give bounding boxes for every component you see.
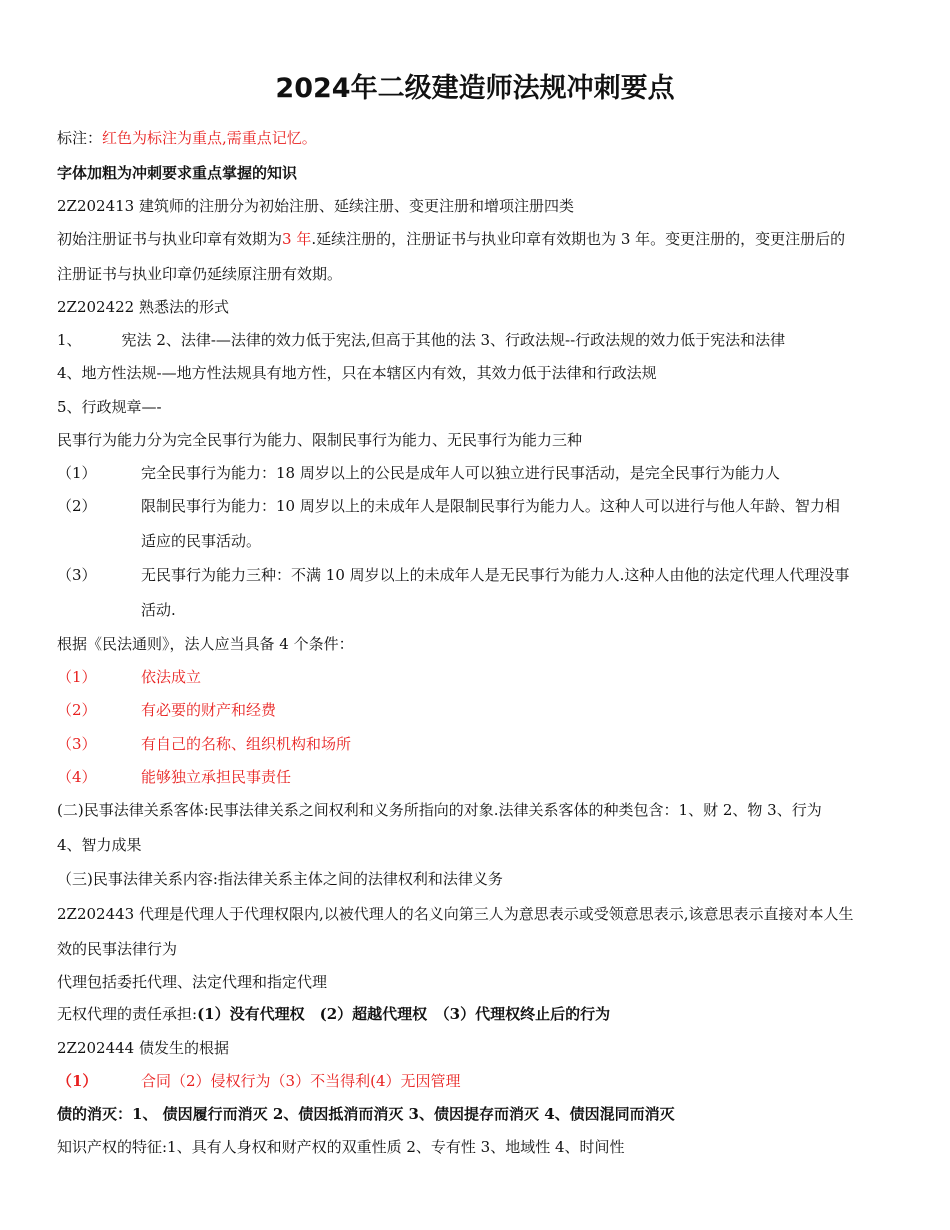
s7-ip: 知识产权的特征:1、具有人身权和财产权的双重性质 2、专有性 3、地域性 4、时间性 (57, 1138, 625, 1156)
s1-line-1a: 初始注册证书与执业印章有效期为 (57, 230, 283, 248)
bold-note: 字体加粗为冲刺要求重点掌握的知识 (57, 164, 298, 182)
s4-item-3-num: （3） (57, 735, 97, 753)
s1-line-1b: .延续注册的，注册证书与执业印章有效期也为 3 年。变更注册的，变更注册后的 (311, 230, 846, 248)
s7-heading: 2Z202444 债发生的根据 (57, 1039, 229, 1057)
s6-line-4-bold: (1）没有代理权 (2）超越代理权 （3）代理权终止后的行为 (197, 1005, 611, 1023)
s3-item-2-text: 限制民事行为能力：10 周岁以上的未成年人是限制民事行为能力人。这种人可以进行与他人年龄、智力相 (141, 497, 840, 515)
s7-item-num: （1） (57, 1072, 98, 1090)
s6-line-3: 代理包括委托代理、法定代理和指定代理 (57, 973, 328, 991)
s2-line-2: 4、地方性法规-—地方性法规具有地方性，只在本辖区内有效，其效力低于法律和行政法规 (57, 364, 657, 382)
s4-item-1-num: （1） (57, 668, 97, 686)
note-line (57, 128, 910, 148)
s2-line-1-text: 宪法 2、法律-—法律的效力低于宪法,但高于其他的法 3、行政法规--行政法规的效力低于宪法和法律 (121, 331, 786, 349)
s4-item-2-text: 有必要的财产和经费 (141, 701, 277, 719)
s1-line-1 (57, 229, 910, 249)
note-text: 红色为标注为重点,需重点记忆。 (102, 129, 317, 147)
s3-item-1-num: （1） (57, 464, 97, 482)
s4-item-3-text: 有自己的名称、组织机构和场所 (141, 735, 352, 753)
s3-item-1-text: 完全民事行为能力：18 周岁以上的公民是成年人可以独立进行民事活动，是完全民事行为能力人 (141, 464, 780, 482)
s4-item-1-text: 依法成立 (141, 668, 202, 686)
s7-extinction: 债的消灭：1、 债因履行而消灭 2、债因抵消而消灭 3、债因提存而消灭 4、债因混同而消灭 (57, 1105, 675, 1123)
s4-item-4-num: （4） (57, 768, 97, 786)
s1-line-1-red: 3 年 (282, 230, 312, 248)
s4-item-4-text: 能够独立承担民事责任 (141, 768, 292, 786)
s5-line-2: 4、智力成果 (57, 836, 142, 854)
s6-line-2: 效的民事法律行为 (57, 940, 178, 958)
s6-line-4-plain: 无权代理的责任承担: (57, 1005, 198, 1023)
s2-line-3: 5、行政规章—- (57, 398, 162, 416)
s5-line-3: （三)民事法律关系内容:指法律关系主体之间的法律权利和法律义务 (57, 870, 503, 888)
s3-item-3-text: 无民事行为能力三种：不满 10 周岁以上的未成年人是无民事行为能力人.这种人由他的法定代理人代理没事 (141, 566, 850, 584)
s7-item-text: 合同（2）侵权行为（3）不当得利(4）无因管理 (141, 1072, 461, 1090)
s2-line-1 (57, 330, 910, 350)
s2-line-1-num: 1、 (57, 331, 82, 349)
s3-heading: 民事行为能力分为完全民事行为能力、限制民事行为能力、无民事行为能力三种 (57, 431, 583, 449)
s6-line-4 (57, 1004, 910, 1024)
s4-item-2-num: （2） (57, 701, 97, 719)
s2-heading: 2Z202422 熟悉法的形式 (57, 298, 229, 316)
s3-item-3-cont: 活动. (141, 601, 176, 619)
s3-item-2-num: （2） (57, 497, 97, 515)
s1-heading: 2Z202413 建筑师的注册分为初始注册、延续注册、变更注册和增项注册四类 (57, 197, 574, 215)
s5-line-1: (二)民事法律关系客体:民事法律关系之间权利和义务所指向的对象.法律关系客体的种类包含：1、财 2、物 3、行为 (57, 801, 822, 819)
s3-item-2-cont: 适应的民事活动。 (141, 532, 262, 550)
s3-item-3-num: （3） (57, 566, 97, 584)
note-prefix: 标注： (57, 129, 103, 147)
page-title: 2024年二级建造师法规冲刺要点 (275, 73, 675, 104)
s4-heading: 根据《民法通则》，法人应当具备 4 个条件： (57, 635, 354, 653)
s1-line-2: 注册证书与执业印章仍延续原注册有效期。 (57, 265, 343, 283)
s6-line-1: 2Z202443 代理是代理人于代理权限内,以被代理人的名义向第三人为意思表示或受领意思表示,该意思表示直接对本人生 (57, 905, 854, 923)
